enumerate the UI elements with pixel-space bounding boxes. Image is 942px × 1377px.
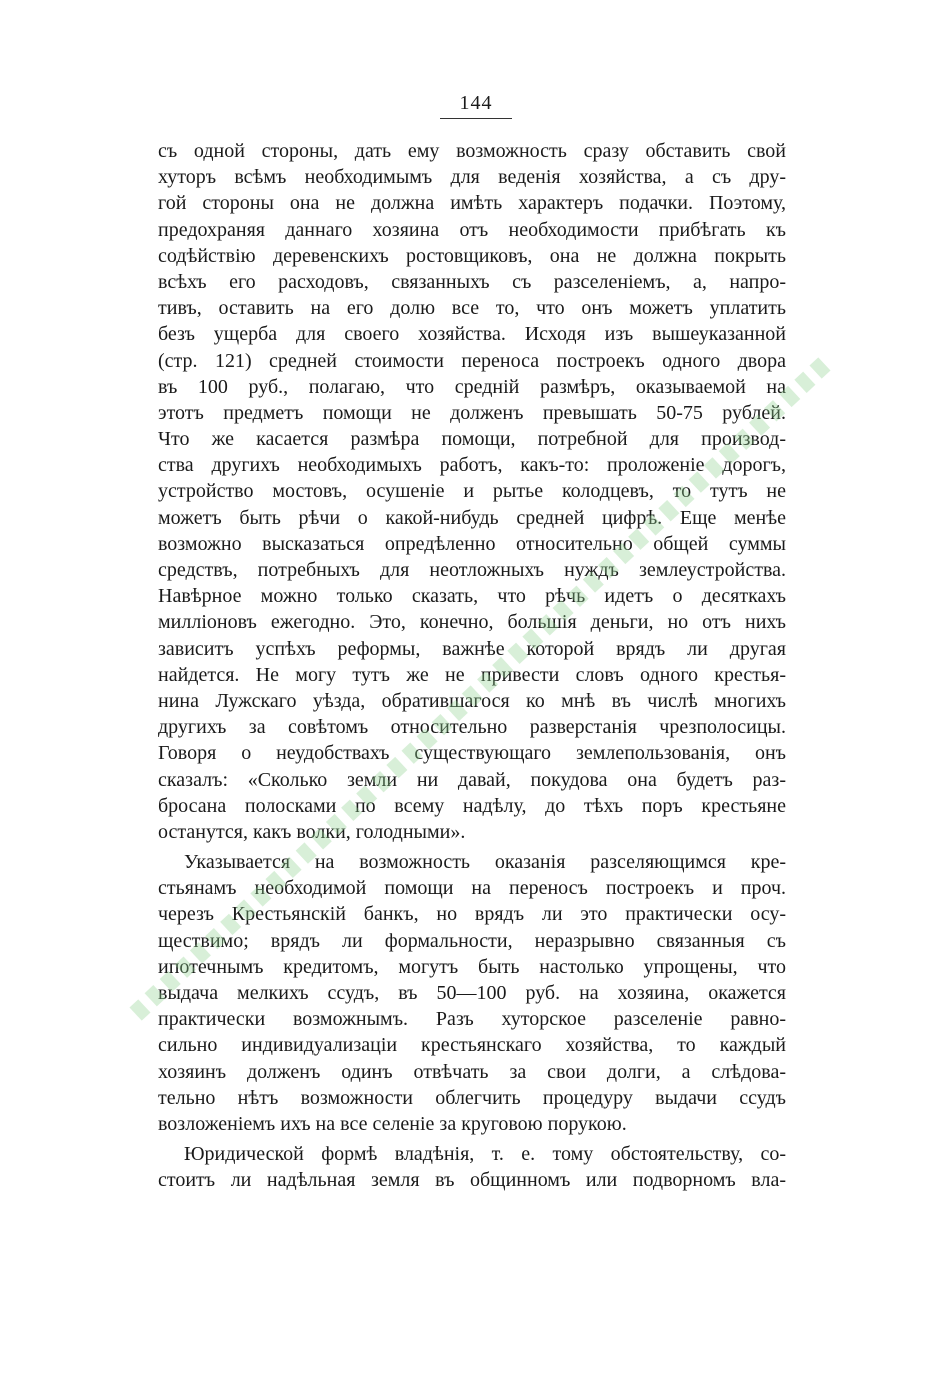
text-line: Юридической формѣ владѣнія, т. е. тому обстоятельству, со-	[184, 1143, 786, 1166]
text-line: устройство мостовъ, осушеніе и рытье колодцевъ, то тутъ не	[158, 480, 786, 503]
text-line: безъ ущерба для своего хозяйства. Исходя изъ вышеуказанной	[158, 323, 786, 346]
text-line: ства другихъ необходимыхъ работъ, какъ-то: проложеніе дорогъ,	[158, 454, 786, 477]
text-line: нина Лужскаго уѣзда, обратившагося ко мнѣ въ числѣ многихъ	[158, 689, 786, 712]
text-line: возможно высказаться опредѣленно относительно общей суммы	[158, 532, 786, 555]
text-line: содѣйствію деревенскихъ ростовщиковъ, она не должна покрыть	[158, 244, 786, 267]
text-line: Что же касается размѣра помощи, потребной для производ-	[158, 428, 786, 451]
text-line: зависитъ успѣхъ реформы, важнѣе которой врядъ ли другая	[158, 637, 786, 660]
text-line: хозяинъ долженъ одинъ отвѣчать за свои долги, а слѣдова-	[158, 1060, 786, 1083]
text-line: ществимо; врядъ ли формальности, неразрывно связанныя съ	[158, 929, 786, 952]
text-line: другихъ за совѣтомъ относительно разверстанія чрезполосицы.	[158, 716, 786, 739]
text-line: стьянамъ необходимой помощи на переносъ построекъ и проч.	[158, 877, 786, 900]
body-text	[158, 138, 786, 1194]
watermark-block	[129, 999, 150, 1020]
text-line: выдача мелкихъ ссудъ, въ 50—100 руб. на хозяина, окажется	[158, 982, 786, 1004]
text-line: милліоновъ ежегодно. Это, конечно, большія деньги, но отъ нихъ	[158, 611, 786, 634]
text-line: бросана полосками по всему надѣлу, до тѣхъ поръ крестьяне	[158, 794, 786, 817]
text-line: тивъ, оставить на его долю все то, что онъ можетъ уплатить	[158, 297, 786, 320]
text-line: найдется. Не могу тутъ же не привести словъ одного крестья-	[158, 663, 786, 686]
text-line: сказалъ: «Сколько земли ни давай, покудова она будетъ раз-	[158, 768, 786, 791]
text-line: черезъ Крестьянскій банкъ, но врядъ ли это практически осу-	[158, 903, 786, 926]
text-line: останутся, какъ волки, голодными».	[158, 820, 466, 843]
text-line: въ 100 руб., полагаю, что средній размѣръ, оказываемой на	[158, 375, 786, 398]
page-number-rule	[440, 118, 512, 119]
text-line: хуторъ всѣмъ необходимымъ для веденія хозяйства, а съ дру-	[158, 166, 786, 189]
page-number: 144	[459, 92, 493, 114]
text-line: средствъ, потребныхъ для неотложныхъ нуждъ землеустройства.	[158, 559, 786, 581]
watermark-block	[794, 372, 815, 393]
paragraph	[158, 849, 786, 1137]
text-line: Говоря о неудобствахъ существующаго землепользованія, онъ	[158, 742, 786, 765]
text-line: предохраняя даннаго хозяина отъ необходимости прибѣгать къ	[158, 218, 786, 241]
text-line: стоитъ ли надѣльная земля въ общинномъ или подворномъ вла-	[158, 1169, 786, 1192]
paragraph	[158, 1141, 786, 1193]
text-line: съ одной стороны, дать ему возможность сразу обставить свой	[158, 140, 786, 162]
text-line: этотъ предметъ помощи не долженъ превышать 50-75 рублей.	[158, 401, 786, 424]
text-line: можетъ быть рѣчи о какой-нибудь средней цифрѣ. Еще менѣе	[158, 506, 786, 529]
text-line: тельно нѣтъ возможности облегчить процедуру выдачи ссудъ	[158, 1086, 786, 1109]
text-line: ипотечнымъ кредитомъ, могутъ быть настолько упрощены, что	[158, 955, 786, 978]
text-line: возложеніемъ ихъ на все селеніе за круговою порукою.	[158, 1112, 627, 1135]
text-line: (стр. 121) средней стоимости переноса построекъ одного двора	[158, 349, 786, 372]
watermark-block	[809, 357, 830, 378]
text-line: гой стороны она не должна имѣть характеръ подачки. Поэтому,	[158, 192, 786, 215]
paragraph	[158, 138, 786, 845]
text-line: сильно индивидуализаціи крестьянскаго хозяйства, то каждый	[158, 1034, 786, 1057]
text-line: всѣхъ его расходовъ, связанныхъ съ разселеніемъ, а, напро-	[158, 270, 786, 293]
text-line: практически возможнымъ. Разъ хуторское разселеніе равно-	[158, 1008, 786, 1031]
text-line: Навѣрное можно только сказать, что рѣчь идетъ о десяткахъ	[158, 585, 786, 608]
text-line: Указывается на возможность оказанія разселяющимся кре-	[184, 851, 786, 874]
